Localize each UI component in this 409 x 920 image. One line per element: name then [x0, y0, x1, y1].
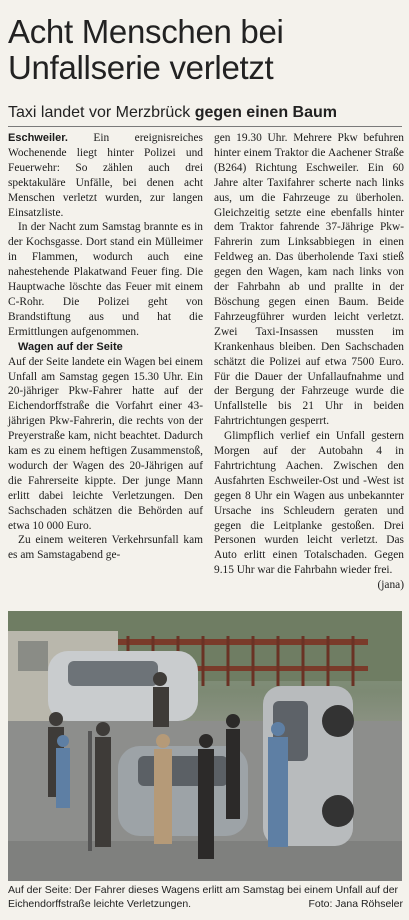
article-column-right — [214, 131, 404, 593]
subheading: Wagen auf der Seite — [18, 340, 123, 353]
headline-line-1: Acht Menschen bei — [8, 13, 284, 50]
photo-credit: Foto: Jana Röhseler — [308, 897, 403, 910]
article-column-left — [8, 131, 203, 563]
article-paragraph: Zu einem weiteren Verkehrsunfall kam es am Samstagabend ge- — [8, 534, 203, 562]
headline-line-2: Unfallserie verletzt — [8, 49, 274, 86]
article-paragraph: In der Nacht zum Samstag brannte es in der Kochsgasse. Dort stand ein Mülleimer in Flammen, wodurch auch eine nahestehende Plakatwand Feuer fing. Die Hauptwache löschte das Feuer mit einem C-Rohr. Die Polizei geht von Brandstiftung aus und hat die Ermittlungen aufgenommen. — [8, 221, 203, 338]
accident-photo — [8, 611, 402, 881]
article-paragraph: Auf der Seite landete ein Wagen bei einem Unfall am Samstag gegen 15.30 Uhr. Ein 20-jähriger Pkw-Fahrer hatte auf der Eichendorffstraße die Vorfahrt einer 43-jährigen Pkw-Fahrerin, die rechts von der Preyerstraße kam, nicht beachtet. Dadurch kam es zu einem heftigen Zusammenstoß, wodurch der Wagen des 20-Jährigen auf die Fahrerseite kippte. Der junge Mann erlitt dabei leichte Verletzungen. Den Sachschaden schätzen die Behörden auf etwa 10 000 Euro. — [8, 355, 203, 532]
paragraph-text: Ein ereignisreiches Wochenende liegt hinter Polizei und Feuerwehr: So zählen auch drei spektakuläre Unfälle, bei denen acht Menschen verletzt wurden, zur langen Einsatzliste. — [8, 132, 203, 219]
article-paragraph — [8, 131, 203, 220]
subline-bold: gegen einen Baum — [194, 104, 337, 121]
author-signature: (jana) — [377, 579, 404, 592]
subline-normal: Taxi landet vor Merzbrück — [8, 104, 195, 121]
photo-caption — [8, 884, 403, 911]
paragraph-text: Glimpflich verlief ein Unfall gestern Morgen auf der Autobahn 4 in Fahrtrichtung Aachen. Zwischen den Ausfahrten Eschweiler-Ost und -West ist gegen 8 Uhr ein Wagen aus unbekannter Ursache ins Schleudern geraten und gegen die Leitplanke gestoßen. Drei Personen wurden leicht verletzt. Das Auto erlitt einen Totalschaden. Gegen 9.15 Uhr war die Fahrbahn wieder frei. — [214, 430, 404, 577]
article-paragraph: gen 19.30 Uhr. Mehrere Pkw befuhren hinter einem Traktor die Aachener Straße (B264) Richtung Eschweiler. Ein 60 Jahre alter Taxifahrer scherte nach links aus, um die Fahrzeuge zu überholen. Gleichzeitig setzte eine ebenfalls hinter dem Traktor fahrende 37-Jährige Pkw-Fahrerin zum Linksabbiegen in einen Feldweg an. Das überholende Taxi stieß gegen den Wagen, kam nach links von der Fahrbahn ab und prallte in der Böschung gegen einen Baum. Beide Fahrzeugführer wurden leicht verletzt. Zwei Taxi-Insassen mussten im Krankenhaus bleiben. Den Sachschaden schätzt die Polizei auf etwa 7500 Euro. Für die Dauer der Unfallaufnahme und der Bergung der Fahrzeuge wurde die Unfallstelle bis 21 Uhr in beiden Fahrtrichtungen gesperrt. — [214, 132, 404, 428]
subline — [8, 103, 403, 123]
headline-rule — [8, 126, 402, 127]
headline — [8, 14, 403, 86]
caption-text: Auf der Seite: Der Fahrer dieses Wagens erlitt am Samstag bei einem Unfall auf der Eichendorffstraße leichte Verletzungen. — [8, 884, 399, 910]
accident-photo-illustration — [8, 611, 402, 881]
article-paragraph — [214, 429, 404, 592]
dateline: Eschweiler. — [8, 132, 68, 144]
